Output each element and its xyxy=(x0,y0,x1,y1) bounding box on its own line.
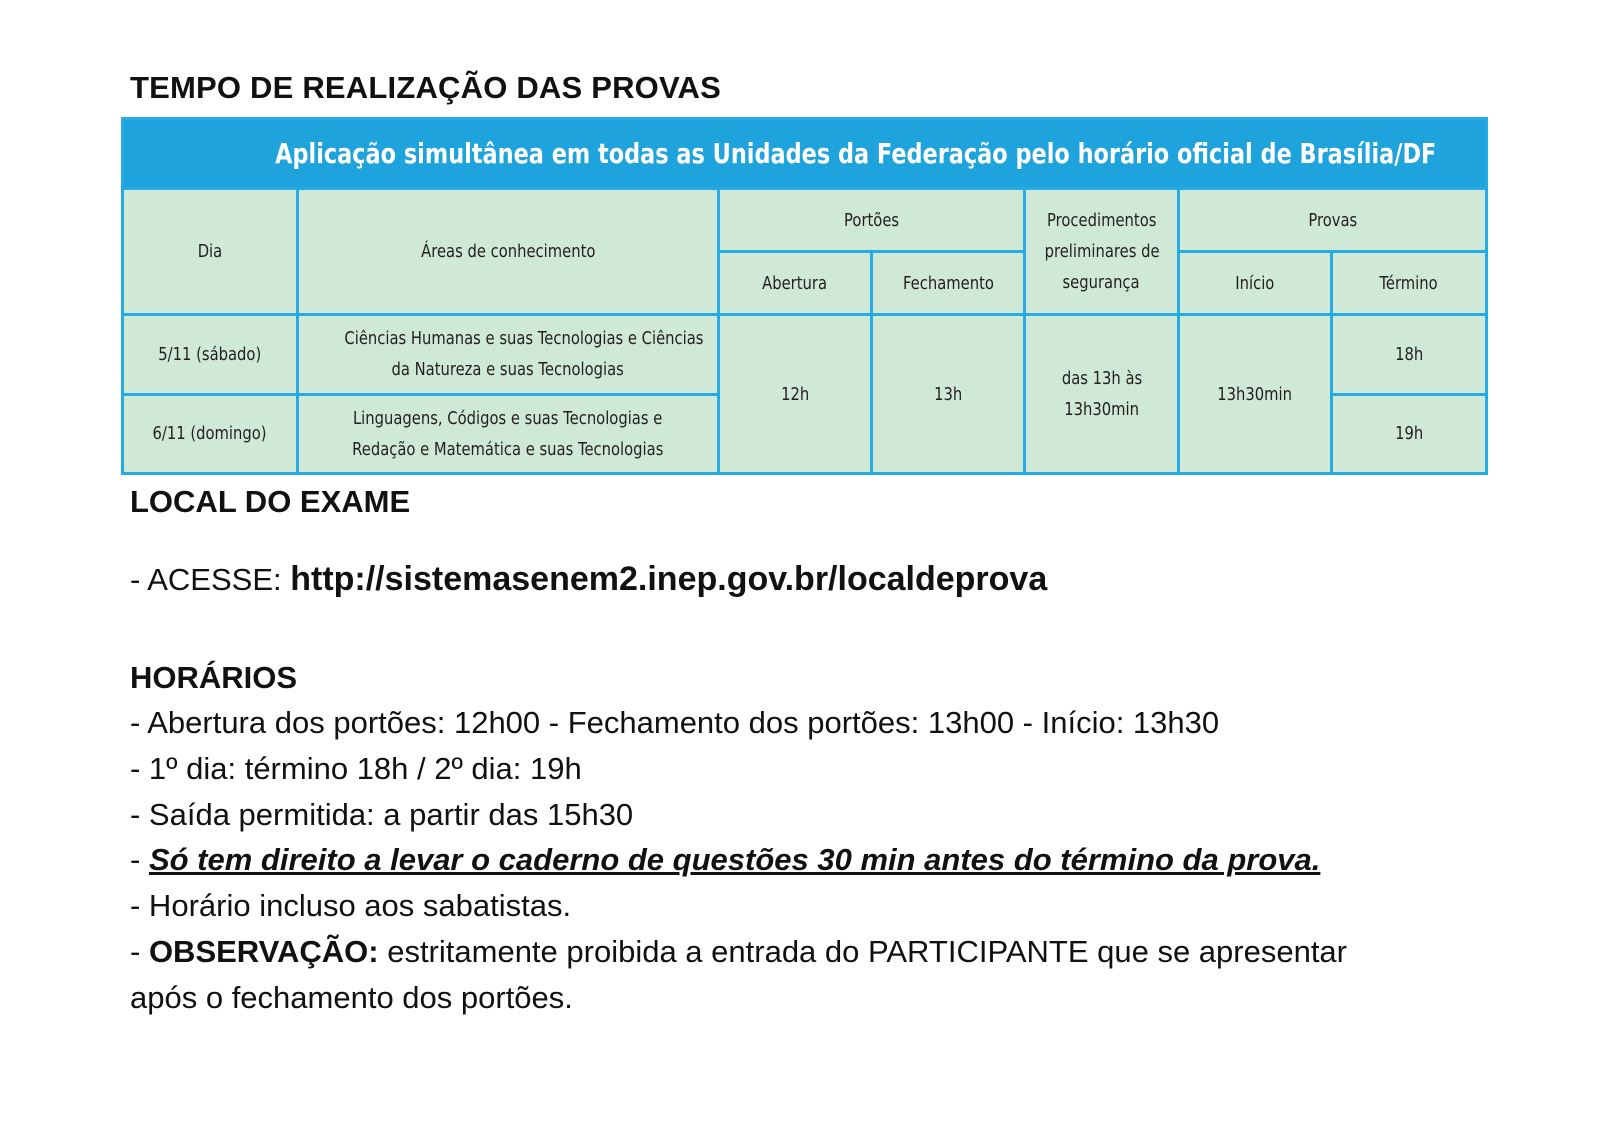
row2-termino: 19h xyxy=(1332,394,1487,473)
header-areas: Áreas de conhecimento xyxy=(298,189,719,315)
cell-procedimentos: das 13h às 13h30min xyxy=(1025,315,1179,474)
horarios-line: - Saída permitida: a partir das 15h30 xyxy=(130,797,634,832)
header-portoes: Portões xyxy=(719,189,1025,252)
access-prefix: - ACESSE: xyxy=(130,562,291,597)
row2-dia: 6/11 (domingo) xyxy=(123,394,298,473)
horarios-heading: HORÁRIOS xyxy=(130,660,298,695)
row1-dia: 5/11 (sábado) xyxy=(123,315,298,394)
cell-abertura: 12h xyxy=(719,315,872,474)
horarios-line: - 1º dia: término 18h / 2º dia: 19h xyxy=(130,751,582,786)
row1-termino: 18h xyxy=(1332,315,1487,394)
horarios-line: - Abertura dos portões: 12h00 - Fechamento dos portões: 13h00 - Início: 13h30 xyxy=(130,705,1220,740)
header-abertura: Abertura xyxy=(719,252,872,315)
header-fechamento: Fechamento xyxy=(872,252,1025,315)
row1-areas: Ciências Humanas e suas Tecnologias e Ciências da Natureza e suas Tecnologias xyxy=(298,315,719,394)
table-banner: Aplicação simultânea em todas as Unidades da Federação pelo horário oficial de Brasília/DF xyxy=(123,119,1487,189)
horarios-line-emphasis: - Só tem direito a levar o caderno de questões 30 min antes do término da prova. xyxy=(130,842,1321,877)
observacao-label: OBSERVAÇÃO: xyxy=(148,934,379,969)
row2-areas: Linguagens, Códigos e suas Tecnologias e Redação e Matemática e suas Tecnologias xyxy=(298,394,719,473)
schedule-table xyxy=(121,117,1485,475)
table-row xyxy=(123,315,1487,394)
observacao-line: - OBSERVAÇÃO: estritamente proibida a entrada do PARTICIPANTE que se apresentar xyxy=(130,934,1347,969)
header-procedimentos: Procedimentos preliminares de segurança xyxy=(1025,189,1179,315)
access-line xyxy=(130,560,1047,599)
observacao-line-cont: após o fechamento dos portões. xyxy=(130,980,573,1015)
horarios-line: - Horário incluso aos sabatistas. xyxy=(130,888,572,923)
cell-fechamento: 13h xyxy=(872,315,1025,474)
header-termino: Término xyxy=(1332,252,1487,315)
header-inicio: Início xyxy=(1179,252,1332,315)
header-dia: Dia xyxy=(123,189,298,315)
local-heading: LOCAL DO EXAME xyxy=(130,484,411,519)
header-provas: Provas xyxy=(1179,189,1487,252)
cell-inicio: 13h30min xyxy=(1179,315,1332,474)
local-url[interactable]: http://sistemasenem2.inep.gov.br/localdeprova xyxy=(290,560,1048,598)
emphasis-text: Só tem direito a levar o caderno de questões 30 min antes do término da prova. xyxy=(148,842,1321,877)
page-title: TEMPO DE REALIZAÇÃO DAS PROVAS xyxy=(130,70,722,105)
